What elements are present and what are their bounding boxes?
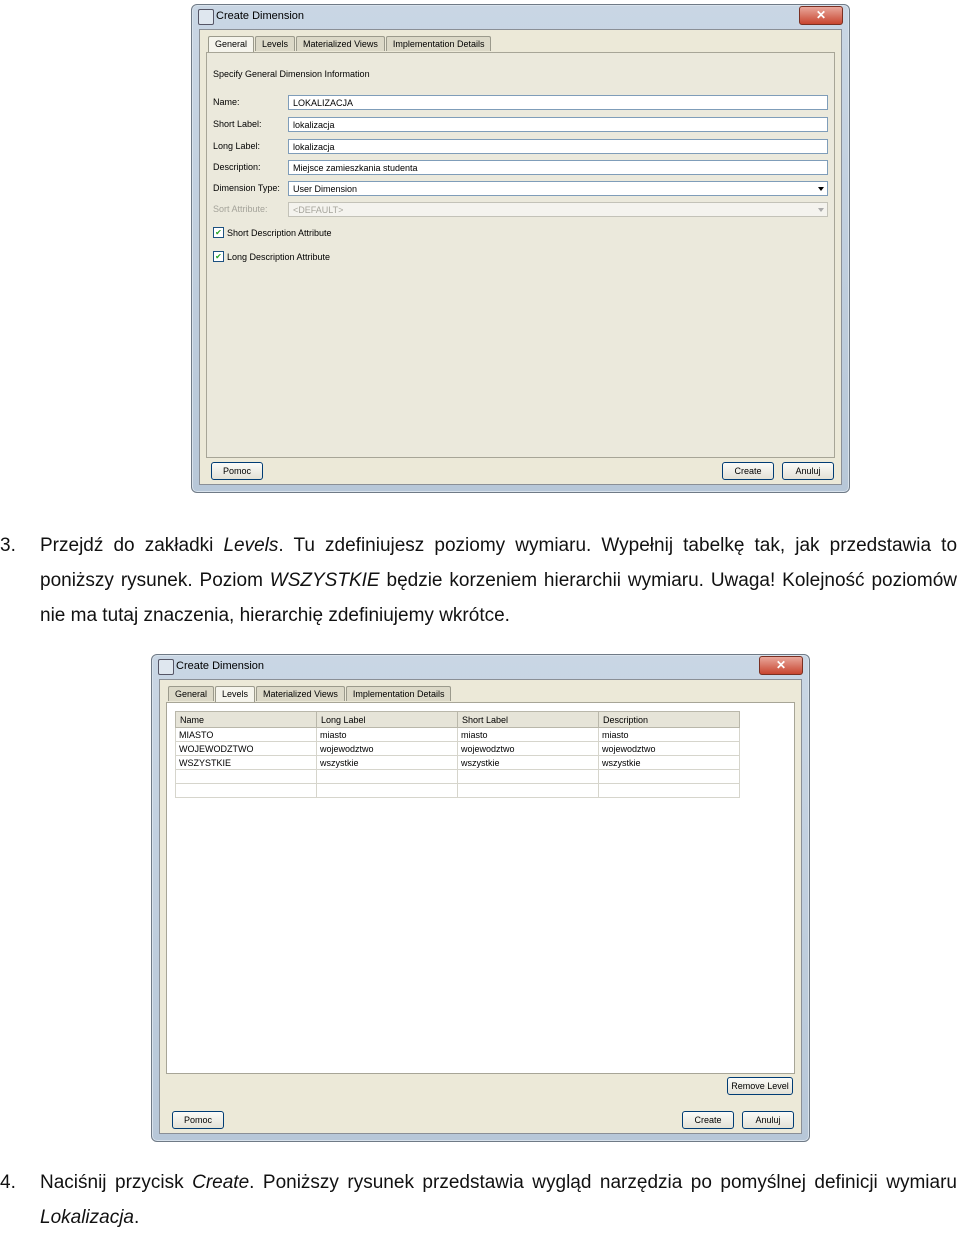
short-desc-checkbox[interactable]: ✔ (213, 227, 224, 238)
column-header-long-label[interactable]: Long Label (317, 712, 458, 728)
sort-attribute-label: Sort Attribute: (213, 204, 268, 214)
dimension-type-select[interactable] (288, 181, 828, 196)
table-cell[interactable]: miasto (317, 728, 458, 742)
step-3-text-c: będzie korzeniem hierarchii wymiaru. Uwaga! Kolejność poziomów nie ma tutaj znaczenia, hierarchię zdefiniujemy wkrótce. (40, 570, 957, 626)
dimension-icon (158, 659, 174, 675)
tab-materialized-views[interactable]: Materialized Views (256, 686, 345, 701)
step-4-number: 4. (0, 1172, 16, 1193)
column-header-name[interactable]: Name (176, 712, 317, 728)
step-3-number: 3. (0, 535, 16, 556)
create-dimension-window-levels (151, 654, 810, 1142)
dimension-type-value: User Dimension (293, 184, 358, 194)
step-4-text (40, 1165, 957, 1235)
help-button[interactable]: Pomoc (172, 1111, 224, 1129)
name-input[interactable]: LOKALIZACJA (288, 95, 828, 110)
table-row-empty[interactable] (176, 770, 740, 784)
step-4-text-b: . Poniższy rysunek przedstawia wygląd narzędzia po pomyślnej definicji wymiaru (249, 1172, 957, 1193)
short-desc-label: Short Description Attribute (227, 228, 332, 238)
name-label: Name: (213, 97, 240, 107)
short-label-label: Short Label: (213, 119, 262, 129)
create-button[interactable]: Create (722, 462, 774, 480)
dimension-type-label: Dimension Type: (213, 183, 280, 193)
step-3-text-b: . Tu zdefiniujesz poziomy wymiaru. Wypełnij tabelkę tak, jak przedstawia to poniższy rysunek. Poziom (40, 535, 958, 591)
table-cell[interactable]: MIASTO (176, 728, 317, 742)
table-cell[interactable]: wszystkie (317, 756, 458, 770)
create-button[interactable]: Create (682, 1111, 734, 1129)
table-cell[interactable]: WSZYSTKIE (176, 756, 317, 770)
description-input[interactable]: Miejsce zamieszkania studenta (288, 160, 828, 175)
step-4-text-a: Naciśnij przycisk (40, 1172, 193, 1193)
section-heading: Specify General Dimension Information (213, 69, 370, 79)
table-header-row (176, 712, 740, 728)
tab-levels[interactable]: Levels (215, 686, 255, 702)
tab-general[interactable]: General (208, 36, 254, 52)
window-title: Create Dimension (176, 660, 265, 672)
long-label-label: Long Label: (213, 141, 261, 151)
window-title: Create Dimension (216, 10, 305, 22)
table-row-empty[interactable] (176, 784, 740, 798)
help-button[interactable]: Pomoc (211, 462, 263, 480)
step-4-text-c: . (134, 1207, 140, 1228)
step-3-text-a: Przejdź do zakładki (40, 535, 224, 556)
tab-implementation-details[interactable]: Implementation Details (346, 686, 452, 701)
levels-panel (166, 702, 795, 1074)
long-label-input[interactable]: lokalizacja (288, 139, 828, 154)
cancel-button[interactable]: Anuluj (782, 462, 834, 480)
close-button[interactable]: ✕ (759, 656, 803, 675)
column-header-short-label[interactable]: Short Label (458, 712, 599, 728)
title-bar[interactable] (192, 5, 849, 29)
general-panel (206, 52, 835, 458)
description-label: Description: (213, 162, 261, 172)
table-cell[interactable]: wszystkie (599, 756, 740, 770)
cancel-button[interactable]: Anuluj (742, 1111, 794, 1129)
tab-implementation-details[interactable]: Implementation Details (386, 36, 492, 51)
tab-materialized-views[interactable]: Materialized Views (296, 36, 385, 51)
table-cell[interactable]: wojewodztwo (458, 742, 599, 756)
step-3-levels: Levels (223, 535, 279, 556)
table-cell[interactable]: miasto (458, 728, 599, 742)
step-3-text (40, 528, 957, 633)
long-desc-label: Long Description Attribute (227, 252, 331, 262)
step-3-wszystkie: WSZYSTKIE (269, 570, 380, 591)
close-button[interactable]: ✕ (799, 6, 843, 25)
table-cell[interactable]: wojewodztwo (599, 742, 740, 756)
window-client (199, 29, 842, 485)
column-header-description[interactable]: Description (599, 712, 740, 728)
dimension-icon (198, 9, 214, 25)
table-cell[interactable]: wszystkie (458, 756, 599, 770)
remove-level-button[interactable]: Remove Level (727, 1077, 793, 1095)
tab-strip (168, 686, 452, 702)
step-4-lokalizacja: Lokalizacja (40, 1207, 134, 1228)
table-cell[interactable]: miasto (599, 728, 740, 742)
title-bar[interactable] (152, 655, 809, 679)
tab-general[interactable]: General (168, 686, 214, 701)
table-row[interactable] (176, 728, 740, 742)
table-row[interactable] (176, 756, 740, 770)
levels-table (175, 711, 740, 798)
chevron-down-icon (818, 187, 824, 191)
window-client (159, 679, 802, 1134)
table-row[interactable] (176, 742, 740, 756)
table-cell[interactable]: WOJEWODZTWO (176, 742, 317, 756)
long-desc-checkbox[interactable]: ✔ (213, 251, 224, 262)
sort-attribute-select (288, 202, 828, 217)
chevron-down-icon (818, 208, 824, 212)
create-dimension-window-general (191, 4, 850, 493)
short-label-input[interactable]: lokalizacja (288, 117, 828, 132)
sort-attribute-value: <DEFAULT> (293, 205, 344, 215)
table-cell[interactable]: wojewodztwo (317, 742, 458, 756)
step-4-create: Create (192, 1172, 250, 1193)
tab-strip (208, 36, 492, 52)
tab-levels[interactable]: Levels (255, 36, 295, 51)
